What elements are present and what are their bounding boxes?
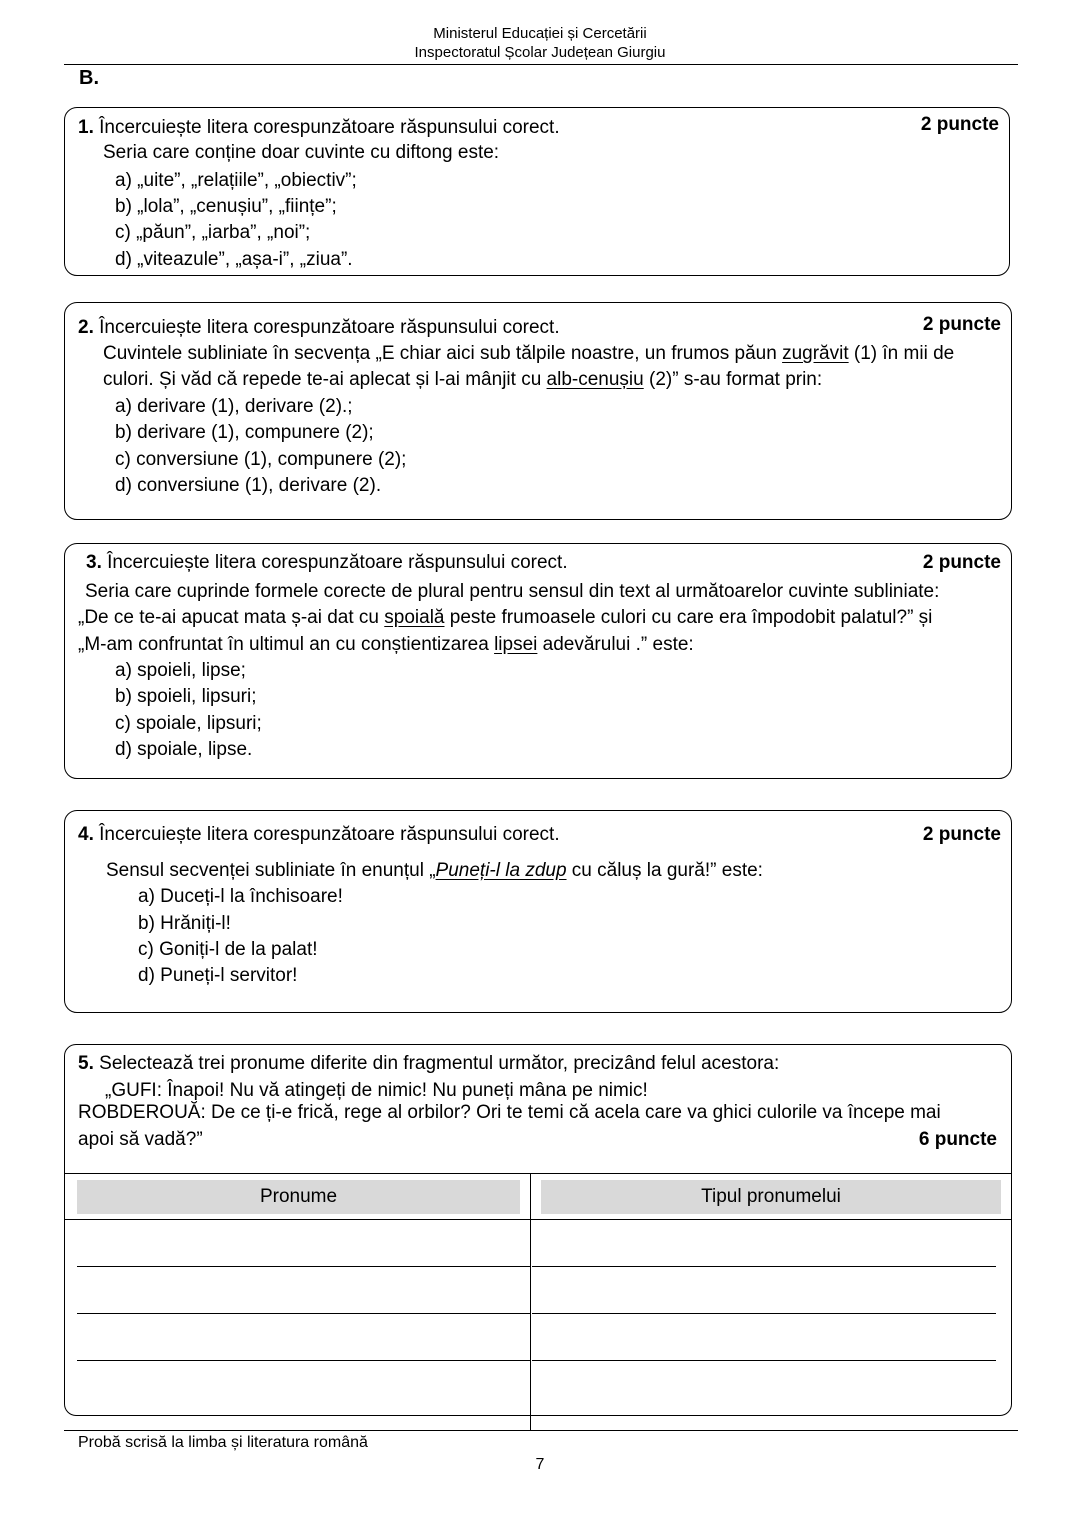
question-5-number: 5. — [78, 1053, 94, 1074]
footer-text: Probă scrisă la limba și literatura română — [78, 1434, 368, 1451]
header-inspectorate: Inspectoratul Școlar Județean Giurgiu — [414, 44, 666, 61]
question-5-points: 6 puncte — [918, 1129, 997, 1150]
question-3-option-b[interactable]: b) spoieli, lipsuri; — [115, 686, 257, 707]
answer-line-pronoun-3[interactable] — [77, 1360, 530, 1361]
question-5-quote-line-3: apoi să vadă?” — [78, 1129, 203, 1150]
question-2-instruction: 2. Încercuiește litera corespunzătoare răspunsului corect. — [78, 317, 560, 338]
question-2-number: 2. — [78, 317, 94, 338]
table-header-tipul-pronumelui: Tipul pronumelui — [541, 1180, 1001, 1214]
underlined-word-lipsei: lipsei — [494, 634, 538, 655]
section-label: B. — [79, 67, 99, 89]
answer-line-type-2[interactable] — [532, 1313, 996, 1314]
question-3-option-d[interactable]: d) spoiale, lipse. — [115, 739, 253, 760]
question-4-points: 2 puncte — [922, 824, 1001, 845]
question-2-stem-line-2: culori. Și văd că repede te-ai aplecat și l-ai mânjit cu alb-cenușiu (2)” s-au format prin: — [103, 369, 823, 390]
table-top-border — [65, 1173, 1011, 1174]
underlined-word-spoiala: spoială — [384, 607, 445, 628]
question-1-option-d[interactable]: d) „viteazule”, „așa-i”, „ziua”. — [115, 249, 353, 270]
question-1-option-c[interactable]: c) „păun”, „iarba”, „noi”; — [115, 222, 311, 243]
question-3-box — [64, 543, 1012, 779]
question-4-option-a[interactable]: a) Duceți-l la închisoare! — [138, 886, 343, 907]
question-4-number: 4. — [78, 824, 94, 845]
question-4-instruction: 4. Încercuiește litera corespunzătoare răspunsului corect. — [78, 824, 560, 845]
question-1-box — [64, 107, 1010, 276]
underlined-word-2: alb-cenușiu — [546, 369, 644, 390]
page-header — [0, 24, 1080, 62]
question-2-option-b[interactable]: b) derivare (1), compunere (2); — [115, 422, 374, 443]
question-2-option-d[interactable]: d) conversiune (1), derivare (2). — [115, 475, 382, 496]
question-5-quote-line-1: „GUFI: Înapoi! Nu vă atingeți de nimic! Nu puneți mâna pe nimic! — [105, 1080, 648, 1101]
question-1-stem: Seria care conține doar cuvinte cu diftong este: — [103, 142, 500, 163]
table-header-bottom-border — [65, 1219, 1011, 1220]
question-2-stem-line-1: Cuvintele subliniate în secvența „E chiar aici sub tălpile noastre, un frumos păun zugrăvit (1) în mii de — [103, 343, 955, 364]
question-4-option-c[interactable]: c) Goniți-l de la palat! — [138, 939, 318, 960]
question-3-option-c[interactable]: c) spoiale, lipsuri; — [115, 713, 262, 734]
question-1-option-a[interactable]: a) „uite”, „relațiile”, „obiectiv”; — [115, 170, 357, 191]
question-1-number: 1. — [78, 117, 94, 138]
question-3-option-a[interactable]: a) spoieli, lipse; — [115, 660, 246, 681]
question-3-instruction: 3. Încercuiește litera corespunzătoare răspunsului corect. — [86, 552, 568, 573]
question-1-option-b[interactable]: b) „lola”, „cenușiu”, „ființe”; — [115, 196, 337, 217]
question-2-points: 2 puncte — [922, 314, 1001, 335]
page-number: 7 — [535, 1456, 545, 1473]
question-5-box — [64, 1044, 1012, 1416]
question-3-stem-line-3: „M-am confruntat în ultimul an cu conștientizarea lipsei adevărului .” este: — [78, 634, 694, 655]
underlined-word-1: zugrăvit — [782, 343, 849, 364]
answer-line-type-3[interactable] — [532, 1360, 996, 1361]
question-3-number: 3. — [86, 552, 102, 573]
answer-line-type-1[interactable] — [532, 1266, 996, 1267]
question-3-stem-line-2: „De ce te-ai apucat mata ș-ai dat cu spoială peste frumoasele culori cu care era împodobit palatul?” și — [78, 607, 933, 628]
question-3-points: 2 puncte — [922, 552, 1001, 573]
question-4-option-d[interactable]: d) Puneți-l servitor! — [138, 965, 298, 986]
question-5-instruction: 5. Selectează trei pronume diferite din fragmentul următor, precizând felul acestora: — [78, 1053, 780, 1074]
question-4-stem: Sensul secvenței subliniate în enunțul „Puneți-l la zdup cu căluș la gură!” este: — [106, 860, 763, 881]
question-1-instruction: 1. Încercuiește litera corespunzătoare răspunsului corect. — [78, 117, 560, 138]
table-header-pronume: Pronume — [77, 1180, 520, 1214]
header-ministry: Ministerul Educației și Cercetării — [433, 25, 647, 42]
question-2-option-a[interactable]: a) derivare (1), derivare (2).; — [115, 396, 353, 417]
answer-line-pronoun-1[interactable] — [77, 1266, 530, 1267]
underlined-phrase: Puneți-l la zdup — [435, 860, 567, 881]
answer-line-pronoun-2[interactable] — [77, 1313, 530, 1314]
footer-rule — [64, 1430, 1018, 1431]
question-3-stem-line-1: Seria care cuprinde formele corecte de plural pentru sensul din text al următoarelor cuvinte subliniate: — [85, 581, 940, 602]
question-5-quote-line-2: ROBDEROUĂ: De ce ți-e frică, rege al orbilor? Ori te temi că acela care va ghici culorile va începe mai — [78, 1102, 941, 1123]
question-4-option-b[interactable]: b) Hrăniți-l! — [138, 913, 231, 934]
question-1-points: 2 puncte — [920, 114, 999, 135]
question-4-box — [64, 810, 1012, 1013]
header-rule — [64, 64, 1018, 65]
question-2-option-c[interactable]: c) conversiune (1), compunere (2); — [115, 449, 407, 470]
question-2-box — [64, 302, 1012, 520]
table-column-divider — [530, 1173, 531, 1430]
